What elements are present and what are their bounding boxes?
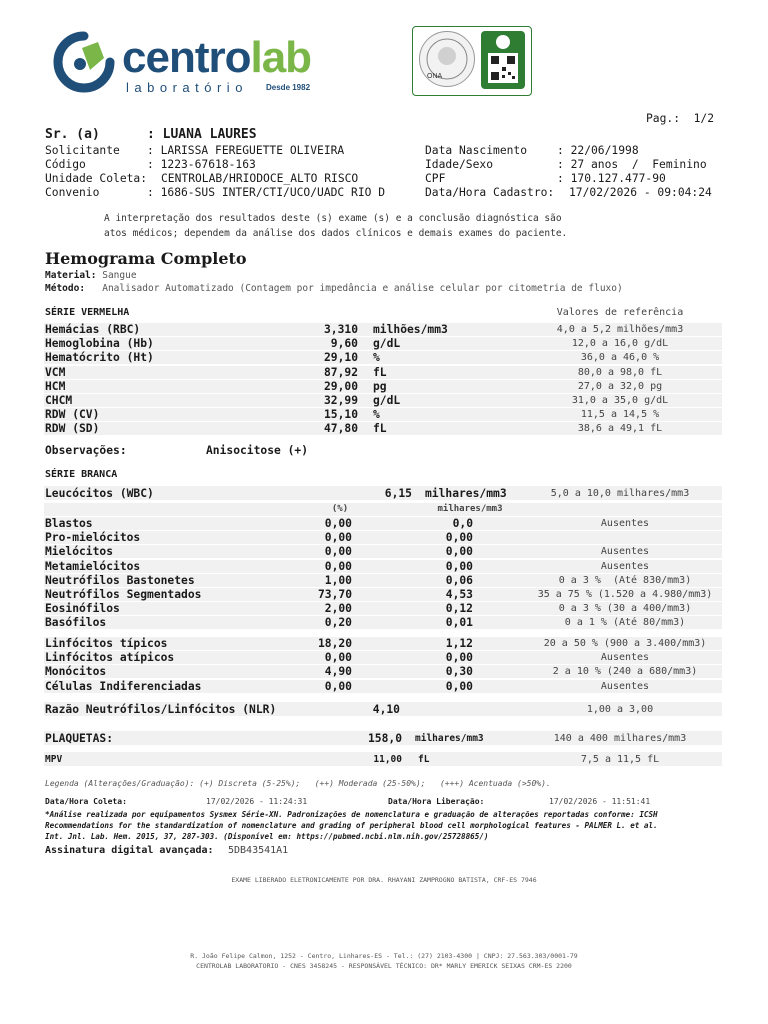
col-pct-header: (%) bbox=[331, 504, 349, 514]
white-row-label: Neutrófilos Segmentados bbox=[45, 588, 202, 601]
red-row-value: 3,310 bbox=[323, 323, 358, 336]
white-row-abs: 0,00 bbox=[445, 651, 473, 665]
white-row-pct: 0,00 bbox=[324, 545, 352, 559]
convenio-label: Convenio bbox=[45, 186, 100, 199]
exam-title: Hemograma Completo bbox=[45, 249, 247, 268]
red-row-value: 47,80 bbox=[323, 422, 358, 436]
note-line-3: Int. Jnl. Lab. Hem. 2015, 37, 287-303. (Disponível em: https://pubmed.ncbi.nlm.nih.gov/25728865/) bbox=[45, 832, 489, 841]
white-row-ref: 20 a 50 % (900 a 3.400/mm3) bbox=[543, 638, 707, 649]
red-row-label: RDW (CV) bbox=[45, 408, 100, 422]
obs-value: Anisocitose (+) bbox=[206, 444, 309, 457]
red-row-unit: g/dL bbox=[373, 337, 401, 351]
obs-label: Observações: bbox=[45, 444, 127, 457]
mpv-label: MPV bbox=[45, 754, 63, 765]
white-row-abs: 0,12 bbox=[445, 602, 473, 616]
red-row-ref: 38,6 a 49,1 fL bbox=[577, 423, 663, 435]
seal-text: ONA bbox=[427, 73, 443, 80]
white-row-pct: 0,00 bbox=[324, 531, 352, 545]
white-row-ref: Ausentes bbox=[600, 560, 650, 572]
solicitante-value: : LARISSA FEREGUETTE OLIVEIRA bbox=[147, 144, 345, 157]
white-series-title: SÉRIE BRANCA bbox=[45, 469, 118, 480]
red-row-value: 87,92 bbox=[323, 365, 358, 379]
white-row-label: Metamielócitos bbox=[45, 559, 141, 573]
white-row-pct: 0,00 bbox=[324, 651, 352, 665]
liberacao-value: 17/02/2026 - 11:51:41 bbox=[549, 797, 651, 806]
idade-sexo-value: : 27 anos / Feminino bbox=[557, 158, 707, 171]
red-row-label: Hematócrito (Ht) bbox=[45, 351, 154, 365]
mpv-unit: fL bbox=[418, 754, 430, 765]
legend-text: Legenda (Alterações/Graduação): (+) Discreta (5-25%); (++) Moderada (25-50%); (+++) Acentuada (>50%). bbox=[45, 779, 551, 788]
white-row-abs: 0,00 bbox=[445, 531, 473, 545]
red-row-value: 32,99 bbox=[323, 394, 358, 407]
red-row-unit: % bbox=[373, 408, 380, 422]
page-value: 1/2 bbox=[693, 112, 715, 125]
nlr-label: Razão Neutrófilos/Linfócitos (NLR) bbox=[45, 703, 277, 716]
white-row-abs: 0,00 bbox=[445, 679, 473, 693]
white-row-pct: 1,00 bbox=[324, 573, 352, 587]
white-row-label: Neutrófilos Bastonetes bbox=[45, 573, 195, 587]
col-header-bg bbox=[44, 503, 722, 516]
red-row-unit: milhões/mm3 bbox=[373, 323, 448, 336]
nascimento-label: Data Nascimento bbox=[425, 144, 528, 157]
white-row-abs: 0,06 bbox=[445, 573, 473, 587]
red-row-ref: 12,0 a 16,0 g/dL bbox=[571, 338, 669, 350]
white-row-pct: 0,00 bbox=[324, 679, 352, 693]
platelets-unit: milhares/mm3 bbox=[415, 733, 484, 744]
material-row bbox=[45, 270, 137, 281]
white-row-ref: Ausentes bbox=[600, 518, 650, 529]
material-label: Material: bbox=[45, 270, 97, 281]
cadastro-label: Data/Hora Cadastro: bbox=[425, 186, 555, 199]
red-row-ref: 80,0 a 98,0 fL bbox=[577, 366, 663, 378]
unidade-label: Unidade Coleta: bbox=[45, 172, 148, 185]
cpf-value: : 170.127.477-90 bbox=[557, 172, 666, 185]
note-line-1: *Análise realizada por equipamentos Sysmex Série-XN. Padronizações de nomenclatura e graduação de alterações reportadas conforme: ICSH bbox=[45, 810, 658, 819]
cpf-label: CPF bbox=[425, 172, 446, 185]
ref-header: Valores de referência bbox=[556, 307, 684, 318]
white-row-ref: 0 a 3 % (30 a 400/mm3) bbox=[558, 603, 692, 615]
white-row-ref: 0 a 1 % (Até 80/mm3) bbox=[564, 617, 686, 629]
white-row-label: Mielócitos bbox=[45, 545, 114, 559]
logo-since: Desde 1982 bbox=[266, 83, 311, 92]
notice-line-2: atos médicos; dependem da análise dos dados clínicos e demais exames do paciente. bbox=[104, 228, 568, 239]
page-indicator bbox=[646, 112, 714, 125]
white-row-label: Linfócitos típicos bbox=[45, 637, 168, 650]
white-row-label: Linfócitos atípicos bbox=[45, 651, 175, 665]
red-row-label: Hemácias (RBC) bbox=[45, 323, 141, 336]
red-row-value: 29,10 bbox=[323, 351, 358, 365]
platelets-label: PLAQUETAS: bbox=[45, 732, 114, 745]
logo-mark-icon bbox=[52, 30, 116, 94]
wbc-value: 6,15 bbox=[384, 487, 412, 500]
mpv-ref: 7,5 a 11,5 fL bbox=[580, 754, 660, 765]
logo-word-a: centro bbox=[122, 33, 251, 82]
red-row-value: 15,10 bbox=[323, 408, 358, 422]
red-row-ref: 4,0 a 5,2 milhões/mm3 bbox=[556, 324, 684, 335]
release-line: EXAME LIBERADO ELETRONICAMENTE POR DRA. RHAYANI ZAMPROGNO BATISTA, CRF-ES 7946 bbox=[231, 876, 537, 884]
red-row-unit: fL bbox=[373, 365, 387, 379]
col-abs-header: milhares/mm3 bbox=[437, 504, 503, 514]
white-row-abs: 0,00 bbox=[445, 545, 473, 559]
red-row-ref: 27,0 a 32,0 pg bbox=[577, 380, 663, 392]
white-row-label: Eosinófilos bbox=[45, 602, 120, 616]
logo-wordmark bbox=[122, 30, 311, 86]
signature-label: Assinatura digital avançada: bbox=[45, 845, 214, 856]
platelets-value: 158,0 bbox=[367, 732, 402, 745]
white-row-abs: 0,01 bbox=[445, 616, 473, 630]
notice-line-1: A interpretação dos resultados deste (s) exame (s) e a conclusão diagnóstica são bbox=[104, 213, 562, 224]
white-row-ref: Ausentes bbox=[600, 680, 650, 692]
nascimento-value: : 22/06/1998 bbox=[557, 144, 639, 157]
white-row-abs: 0,00 bbox=[445, 559, 473, 573]
white-row-label: Pro-mielócitos bbox=[45, 531, 141, 545]
patient-name-label: Sr. (a) bbox=[45, 127, 100, 142]
white-row-pct: 0,00 bbox=[324, 559, 352, 573]
convenio-value: : 1686-SUS INTER/CTI/UCO/UADC RIO D bbox=[147, 186, 386, 199]
red-row-ref: 11,5 a 14,5 % bbox=[580, 409, 660, 421]
red-series-title: SÉRIE VERMELHA bbox=[45, 307, 130, 318]
red-row-label: RDW (SD) bbox=[45, 422, 100, 436]
red-row-unit: g/dL bbox=[373, 394, 401, 407]
brand-logo bbox=[52, 30, 332, 100]
footer-address: R. João Felipe Calmon, 1252 - Centro, Linhares-ES - Tel.: (27) 2103-4300 | CNPJ: 27.563.303/0001-79 bbox=[190, 952, 578, 960]
white-row-pct: 0,00 bbox=[324, 517, 352, 530]
white-row-ref: 35 a 75 % (1.520 a 4.980/mm3) bbox=[537, 589, 713, 600]
white-row-pct: 4,90 bbox=[324, 665, 352, 679]
white-row-ref: Ausentes bbox=[600, 546, 650, 558]
codigo-label: Código bbox=[45, 158, 86, 171]
white-row-label: Basófilos bbox=[45, 616, 107, 630]
coleta-label: Data/Hora Coleta: bbox=[45, 797, 127, 806]
white-row-abs: 0,30 bbox=[445, 665, 473, 679]
white-row-pct: 73,70 bbox=[317, 588, 352, 601]
metodo-value: Analisador Automatizado (Contagem por impedância e análise celular por citometria de fluxo) bbox=[102, 283, 623, 294]
white-row-ref: 2 a 10 % (240 a 680/mm3) bbox=[552, 666, 698, 678]
unidade-value: CENTROLAB/HRIODOCE_ALTO RISCO bbox=[161, 172, 359, 185]
idade-sexo-label: Idade/Sexo bbox=[425, 158, 494, 171]
coleta-value: 17/02/2026 - 11:24:31 bbox=[206, 797, 308, 806]
liberacao-label: Data/Hora Liberação: bbox=[388, 797, 485, 806]
red-row-label: VCM bbox=[45, 365, 66, 379]
red-row-label: CHCM bbox=[45, 394, 73, 407]
codigo-value: : 1223-67618-163 bbox=[147, 158, 256, 171]
mpv-value: 11,00 bbox=[373, 754, 402, 765]
white-row-abs: 1,12 bbox=[445, 637, 473, 650]
logo-subtitle: laboratório bbox=[126, 80, 248, 95]
note-line-2: Recommendations for the standardization of nomenclature and grading of peripheral blood cell morphological features - PALMER L. et al. bbox=[45, 821, 658, 830]
white-row-pct: 18,20 bbox=[317, 637, 352, 650]
red-row-value: 29,00 bbox=[323, 379, 358, 393]
metodo-row bbox=[45, 283, 623, 294]
white-row-ref: Ausentes bbox=[600, 652, 650, 664]
white-row-abs: 0,0 bbox=[452, 517, 473, 530]
white-row-label: Células Indiferenciadas bbox=[45, 679, 202, 693]
page-label: Pag.: bbox=[646, 112, 681, 125]
red-row-value: 9,60 bbox=[330, 337, 358, 351]
cadastro-value: 17/02/2026 - 09:04:24 bbox=[569, 186, 712, 199]
nlr-value: 4,10 bbox=[372, 703, 400, 716]
patient-name: : LUANA LAURES bbox=[147, 127, 257, 142]
wbc-ref: 5,0 a 10,0 milhares/mm3 bbox=[550, 488, 690, 499]
wbc-unit: milhares/mm3 bbox=[425, 487, 507, 500]
nlr-ref: 1,00 a 3,00 bbox=[586, 704, 654, 715]
red-row-label: HCM bbox=[45, 379, 66, 393]
material-value: Sangue bbox=[102, 270, 137, 281]
red-row-ref: 36,0 a 46,0 % bbox=[580, 352, 660, 364]
white-row-label: Blastos bbox=[45, 517, 93, 530]
red-row-label: Hemoglobina (Hb) bbox=[45, 337, 154, 351]
platelets-ref: 140 a 400 milhares/mm3 bbox=[553, 733, 687, 744]
white-row-abs: 4,53 bbox=[445, 588, 473, 601]
accreditation-badges bbox=[412, 26, 532, 96]
red-row-unit: fL bbox=[373, 422, 387, 436]
white-row-pct: 0,20 bbox=[324, 616, 352, 630]
red-row-unit: % bbox=[373, 351, 380, 365]
metodo-label: Método: bbox=[45, 283, 86, 294]
solicitante-label: Solicitante bbox=[45, 144, 120, 157]
white-row-pct: 2,00 bbox=[324, 602, 352, 616]
logo-word-b: lab bbox=[250, 33, 312, 82]
signature-value: 5DB43541A1 bbox=[228, 845, 289, 856]
wbc-label: Leucócitos (WBC) bbox=[45, 487, 154, 500]
red-row-ref: 31,0 a 35,0 g/dL bbox=[571, 395, 669, 406]
white-row-bg bbox=[44, 531, 722, 544]
footer-responsible: CENTROLAB LABORATORIO - CNES 3458245 - RESPONSÁVEL TÉCNICO: DR* MARLY EMERICK SEIXAS CRM-ES 2200 bbox=[196, 962, 572, 970]
white-row-ref: 0 a 3 % (Até 830/mm3) bbox=[558, 574, 692, 586]
red-row-unit: pg bbox=[373, 379, 387, 393]
white-row-label: Monócitos bbox=[45, 665, 107, 679]
qr-badge-icon bbox=[481, 31, 525, 89]
